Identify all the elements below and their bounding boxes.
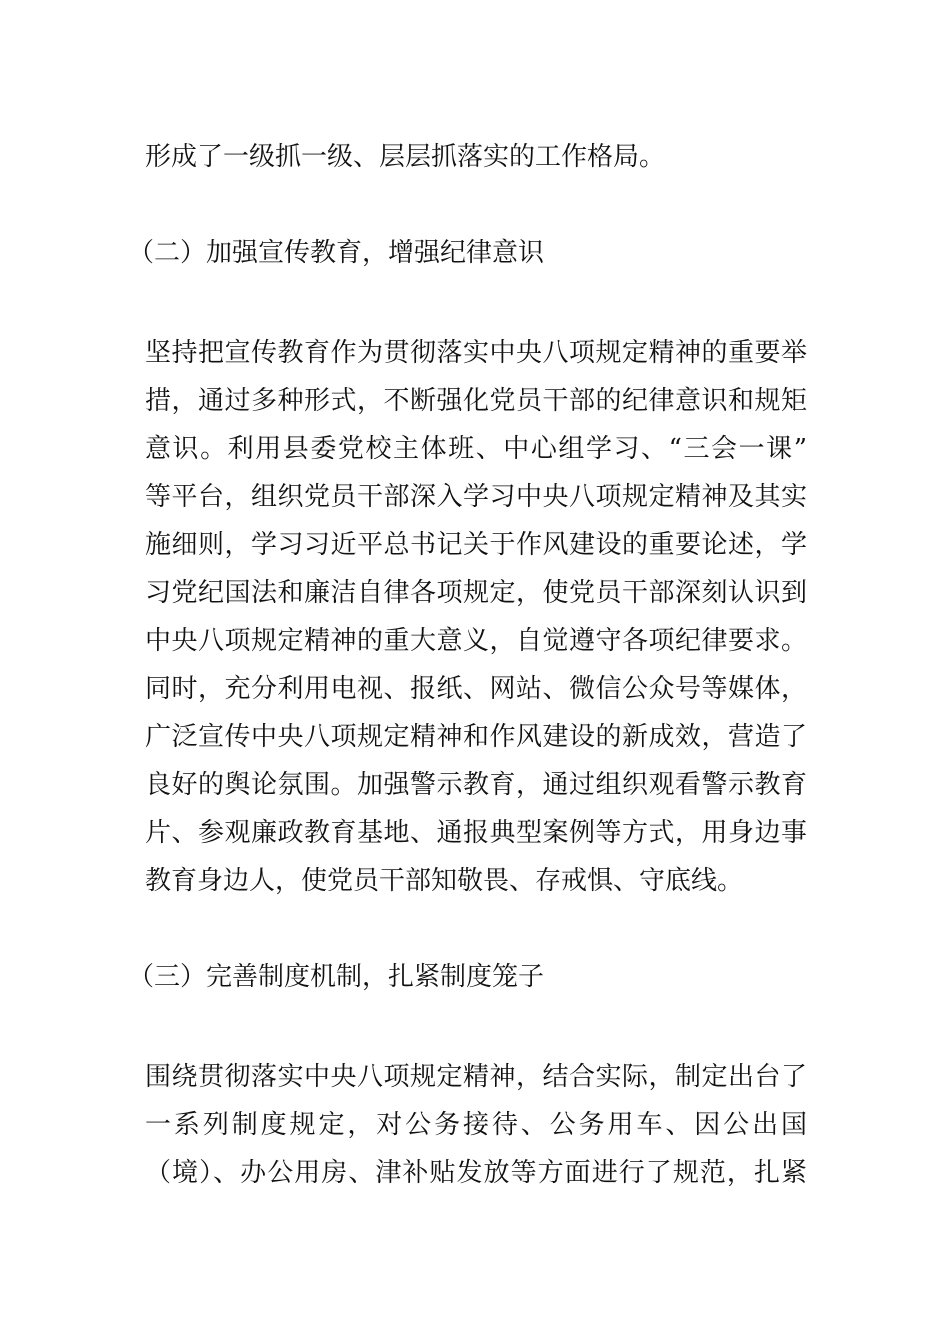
paragraph-line: 等平台，组织党员干部深入学习中央八项规定精神及其实	[145, 482, 807, 512]
paragraph-line: 习党纪国法和廉洁自律各项规定，使党员干部深刻认识到	[145, 578, 807, 608]
section-heading: （三）完善制度机制，扎紧制度笼子	[128, 962, 545, 992]
paragraph-line: 围绕贯彻落实中央八项规定精神，结合实际，制定出台了	[145, 1062, 807, 1092]
paragraph-line: 施细则，学习习近平总书记关于作风建设的重要论述，学	[145, 530, 807, 560]
paragraph-line: 措，通过多种形式，不断强化党员干部的纪律意识和规矩	[145, 386, 807, 416]
paragraph-line: 良好的舆论氛围。加强警示教育，通过组织观看警示教育	[145, 770, 807, 800]
paragraph-line: （境）、办公用房、津补贴发放等方面进行了规范，扎紧	[145, 1158, 807, 1188]
paragraph-line: 一系列制度规定，对公务接待、公务用车、因公出国	[145, 1110, 807, 1140]
section-heading: （二）加强宣传教育，增强纪律意识	[128, 238, 545, 268]
paragraph-line: 坚持把宣传教育作为贯彻落实中央八项规定精神的重要举	[145, 338, 807, 368]
paragraph-line: 片、参观廉政教育基地、通报典型案例等方式，用身边事	[145, 818, 807, 848]
paragraph-line: 形成了一级抓一级、层层抓落实的工作格局。	[145, 142, 666, 172]
paragraph-line: 教育身边人，使党员干部知敬畏、存戒惧、守底线。	[145, 866, 744, 896]
paragraph-line: 意识。利用县委党校主体班、中心组学习、“三会一课”	[145, 434, 807, 464]
paragraph-line: 广泛宣传中央八项规定精神和作风建设的新成效，营造了	[145, 722, 807, 752]
paragraph-line: 中央八项规定精神的重大意义，自觉遵守各项纪律要求。	[145, 626, 807, 656]
paragraph-line: 同时，充分利用电视、报纸、网站、微信公众号等媒体，	[145, 674, 807, 704]
